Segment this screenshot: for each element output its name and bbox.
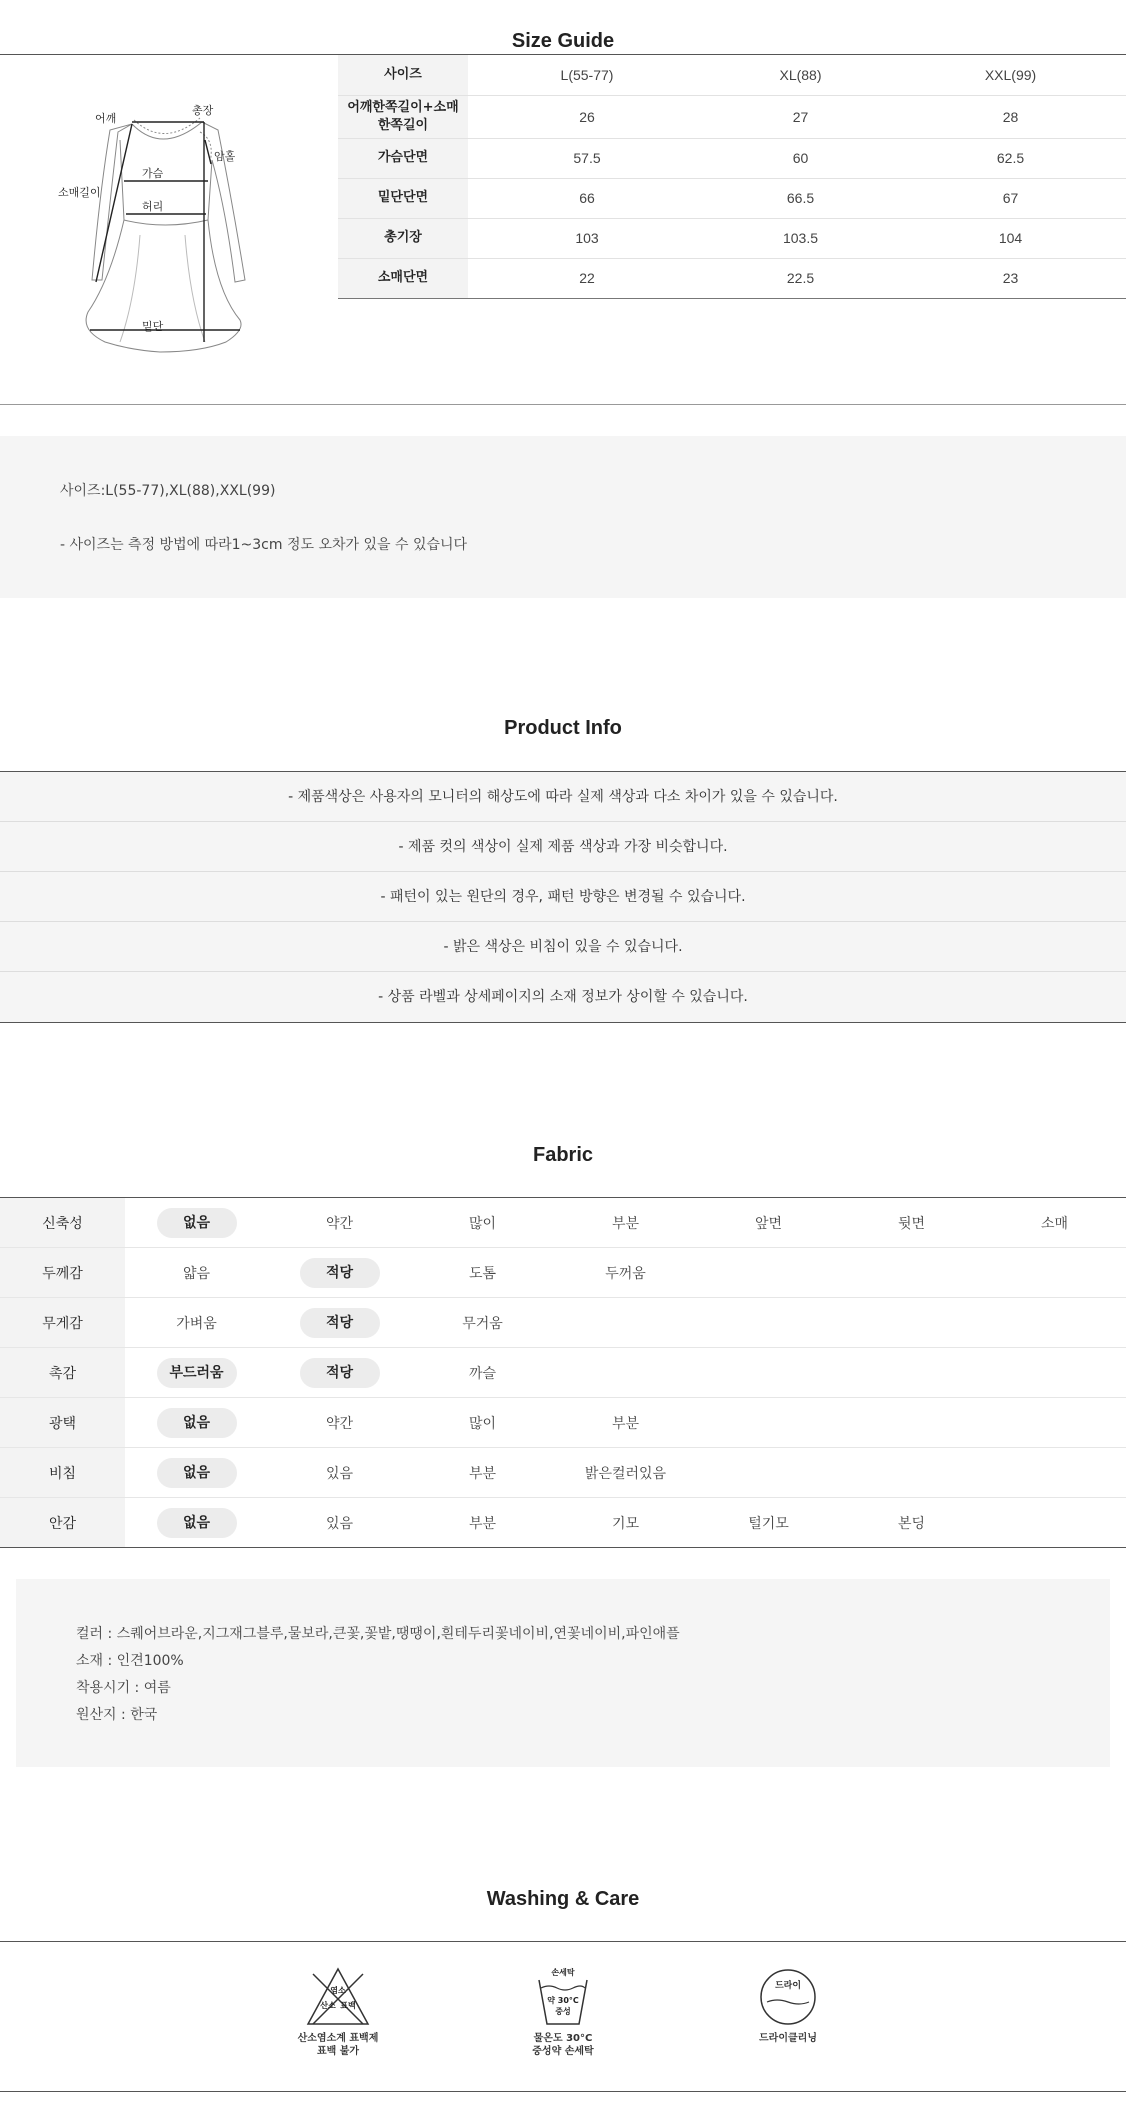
size-row: [338, 95, 1126, 138]
detail-material: 소재 : 인견100%: [76, 1653, 184, 1669]
fabric-row-label: 안감: [0, 1498, 125, 1548]
size-cell: 60: [706, 138, 895, 178]
fabric-option-cell: [983, 1398, 1126, 1448]
fabric-option: 밝은컬러있음: [584, 1465, 667, 1482]
fabric-option-cell: [554, 1198, 697, 1248]
fabric-option: 부분: [611, 1415, 640, 1432]
size-cell: 26: [468, 95, 706, 138]
fabric-option-cell: [983, 1248, 1126, 1298]
size-cell: 27: [706, 95, 895, 138]
fabric-option-cell: [125, 1448, 268, 1498]
size-col: L(55-77): [468, 55, 706, 95]
label-line: 한쪽길이: [377, 117, 429, 133]
size-row: [338, 218, 1126, 258]
fabric-row: [0, 1448, 1126, 1498]
dress-outline-icon: [40, 80, 300, 380]
fabric-option-selected: 없음: [157, 1458, 237, 1488]
size-row: [338, 138, 1126, 178]
fabric-option-cell: [840, 1398, 983, 1448]
fabric-row: [0, 1498, 1126, 1548]
fabric-option-selected: 부드러움: [157, 1358, 237, 1388]
fabric-option-cell: [125, 1398, 268, 1448]
fabric-option-cell: [697, 1448, 840, 1498]
size-header-label: 사이즈: [338, 55, 468, 95]
symbol-text: 표백: [340, 2001, 356, 2010]
label-chest: 가슴: [142, 167, 164, 180]
caption-line: 물온도 30°C: [533, 2033, 593, 2044]
size-cell: 103.5: [706, 218, 895, 258]
fabric-option-cell: [268, 1498, 411, 1548]
fabric-option: 두꺼움: [605, 1265, 646, 1282]
caption-line: 드라이클리닝: [759, 2033, 817, 2044]
fabric-option-cell: [697, 1248, 840, 1298]
label-total-length: 총장: [192, 104, 214, 117]
fabric-option: 약간: [325, 1215, 354, 1232]
fabric-option-cell: [554, 1448, 697, 1498]
size-cell: 22: [468, 258, 706, 298]
label-line: 어깨한쪽길이+소매: [347, 99, 459, 115]
fabric-option-cell: [125, 1248, 268, 1298]
fabric-row: [0, 1198, 1126, 1248]
fabric-table: [0, 1197, 1126, 1548]
fabric-title: Fabric: [532, 1144, 594, 1166]
symbol-text: 손세탁: [551, 1968, 575, 1977]
no-bleach-icon: [305, 1966, 371, 2028]
fabric-option-cell: [983, 1448, 1126, 1498]
detail-origin: 원산지 : 한국: [76, 1707, 158, 1723]
size-cell: 28: [895, 95, 1126, 138]
fabric-row-label: 비침: [0, 1448, 125, 1498]
size-cell: 62.5: [895, 138, 1126, 178]
size-row: [338, 258, 1126, 298]
fabric-option: 까슬: [468, 1365, 497, 1382]
fabric-option-cell: [125, 1198, 268, 1248]
fabric-option-cell: [554, 1348, 697, 1398]
fabric-option-cell: [840, 1348, 983, 1398]
wash-hand-wash: [503, 1966, 623, 2058]
fabric-option-cell: [554, 1248, 697, 1298]
caption-line: 중성약 손세탁: [532, 2046, 594, 2057]
label-armhole: 암홀: [214, 150, 236, 163]
size-notes-box: [0, 436, 1126, 598]
fabric-option: 부분: [611, 1215, 640, 1232]
fabric-option-cell: [554, 1498, 697, 1548]
detail-colors: 컬러 : 스퀘어브라운,지그재그블루,물보라,큰꽃,꽃밭,땡땡이,흰테두리꽃네이비,연꽃네이비,파인애플: [76, 1626, 680, 1642]
product-info-list: [0, 771, 1126, 1023]
fabric-option-cell: [697, 1198, 840, 1248]
size-note: 사이즈:L(55-77),XL(88),XXL(99): [60, 483, 276, 499]
fabric-option: 부분: [468, 1515, 497, 1532]
fabric-option-cell: [697, 1398, 840, 1448]
fabric-option-selected: 없음: [157, 1508, 237, 1538]
fabric-row-label: 광택: [0, 1398, 125, 1448]
fabric-option-cell: [125, 1498, 268, 1548]
info-line: - 제품색상은 사용자의 모니터의 해상도에 따라 실제 색상과 다소 차이가 있을 수 있습니다.: [0, 772, 1126, 822]
label-sleeve-length: 소매길이: [58, 186, 101, 199]
fabric-row: [0, 1298, 1126, 1348]
wash-no-bleach: [278, 1966, 398, 2058]
fabric-option-cell: [411, 1298, 554, 1348]
fabric-details-box: [16, 1579, 1110, 1767]
fabric-option-selected: 없음: [157, 1408, 237, 1438]
fabric-option-cell: [268, 1298, 411, 1348]
divider: [0, 1941, 1126, 1942]
size-cell: 66: [468, 178, 706, 218]
fabric-option-cell: [268, 1248, 411, 1298]
dress-measurement-diagram: [40, 80, 300, 380]
fabric-option: 있음: [325, 1515, 354, 1532]
fabric-option-cell: [697, 1348, 840, 1398]
product-info-title: Product Info: [504, 717, 622, 739]
symbol-text: 중성: [555, 2007, 571, 2016]
fabric-option: 있음: [325, 1465, 354, 1482]
fabric-option-cell: [268, 1398, 411, 1448]
fabric-option-selected: 없음: [157, 1208, 237, 1238]
fabric-option: 많이: [468, 1215, 497, 1232]
fabric-option: 도톰: [468, 1265, 497, 1282]
fabric-row-label: 두께감: [0, 1248, 125, 1298]
detail-season: 착용시기 : 여름: [76, 1680, 171, 1696]
info-line: - 밝은 색상은 비침이 있을 수 있습니다.: [0, 922, 1126, 972]
fabric-option: 소매: [1040, 1215, 1069, 1232]
fabric-option: 부분: [468, 1465, 497, 1482]
size-row-label: 총기장: [338, 218, 468, 258]
size-row-label: 밑단단면: [338, 178, 468, 218]
fabric-option-cell: [411, 1398, 554, 1448]
fabric-option-cell: [268, 1348, 411, 1398]
fabric-option-cell: [840, 1248, 983, 1298]
size-table: [338, 55, 1126, 299]
fabric-option-cell: [983, 1498, 1126, 1548]
size-cell: 57.5: [468, 138, 706, 178]
fabric-option-cell: [411, 1448, 554, 1498]
size-cell: 67: [895, 178, 1126, 218]
fabric-row: [0, 1348, 1126, 1398]
size-cell: 103: [468, 218, 706, 258]
divider: [0, 2091, 1126, 2092]
fabric-option-cell: [840, 1298, 983, 1348]
info-line: - 상품 라벨과 상세페이지의 소재 정보가 상이할 수 있습니다.: [0, 972, 1126, 1022]
fabric-option-cell: [125, 1298, 268, 1348]
fabric-option-cell: [411, 1348, 554, 1398]
fabric-option: 얇음: [182, 1265, 211, 1282]
size-cell: 104: [895, 218, 1126, 258]
fabric-option-cell: [268, 1448, 411, 1498]
fabric-option-selected: 적당: [300, 1308, 380, 1338]
fabric-option-cell: [983, 1348, 1126, 1398]
fabric-option-selected: 적당: [300, 1358, 380, 1388]
fabric-option: 뒷면: [897, 1215, 926, 1232]
fabric-option-cell: [840, 1498, 983, 1548]
fabric-option-cell: [411, 1498, 554, 1548]
fabric-option-selected: 적당: [300, 1258, 380, 1288]
wash-caption: [278, 2032, 398, 2058]
size-guide-title: Size Guide: [511, 30, 615, 52]
size-row-label: 가슴단면: [338, 138, 468, 178]
size-cell: 23: [895, 258, 1126, 298]
size-row-label: [338, 95, 468, 138]
divider: [0, 404, 1126, 405]
fabric-option-cell: [983, 1198, 1126, 1248]
info-line: - 제품 컷의 색상이 실제 제품 색상과 가장 비슷합니다.: [0, 822, 1126, 872]
fabric-option-cell: [983, 1298, 1126, 1348]
size-note: - 사이즈는 측정 방법에 따라1~3cm 정도 오차가 있을 수 있습니다: [60, 537, 468, 553]
fabric-row-label: 무게감: [0, 1298, 125, 1348]
washing-title: Washing & Care: [486, 1888, 640, 1910]
caption-line: 표백 불가: [316, 2046, 360, 2057]
size-col: XXL(99): [895, 55, 1126, 95]
fabric-option-cell: [411, 1198, 554, 1248]
fabric-row: [0, 1398, 1126, 1448]
label-waist: 허리: [142, 200, 164, 213]
fabric-option: 털기모: [748, 1515, 789, 1532]
fabric-row: [0, 1248, 1126, 1298]
wash-dry-clean: [728, 1966, 848, 2045]
label-hem: 밑단: [142, 320, 164, 333]
wash-caption: [503, 2032, 623, 2058]
fabric-option-cell: [697, 1298, 840, 1348]
fabric-option: 앞면: [754, 1215, 783, 1232]
fabric-option-cell: [268, 1198, 411, 1248]
size-header-row: [338, 55, 1126, 95]
fabric-option: 본딩: [897, 1515, 926, 1532]
symbol-text: 산소: [320, 2001, 336, 2010]
caption-line: 산소염소계 표백제: [297, 2033, 379, 2044]
size-row-label: 소매단면: [338, 258, 468, 298]
fabric-row-label: 촉감: [0, 1348, 125, 1398]
fabric-option-cell: [840, 1448, 983, 1498]
symbol-text: 염소: [330, 1986, 346, 1995]
fabric-option: 가벼움: [176, 1315, 217, 1332]
size-col: XL(88): [706, 55, 895, 95]
wash-caption: [728, 2032, 848, 2045]
size-row: [338, 178, 1126, 218]
fabric-option-cell: [554, 1398, 697, 1448]
symbol-text: 약 30°C: [547, 1996, 579, 2005]
fabric-row-label: 신축성: [0, 1198, 125, 1248]
hand-wash-icon: [535, 1966, 591, 2028]
fabric-option: 무거움: [462, 1315, 503, 1332]
symbol-text: 드라이: [774, 1981, 802, 1991]
label-shoulder: 어깨: [95, 112, 117, 125]
dry-clean-icon: [757, 1966, 819, 2028]
fabric-option: 기모: [611, 1515, 640, 1532]
fabric-option-cell: [840, 1198, 983, 1248]
fabric-option-cell: [125, 1348, 268, 1398]
info-line: - 패턴이 있는 원단의 경우, 패턴 방향은 변경될 수 있습니다.: [0, 872, 1126, 922]
fabric-option: 많이: [468, 1415, 497, 1432]
fabric-option: 약간: [325, 1415, 354, 1432]
size-cell: 66.5: [706, 178, 895, 218]
fabric-option-cell: [554, 1298, 697, 1348]
size-cell: 22.5: [706, 258, 895, 298]
fabric-option-cell: [411, 1248, 554, 1298]
fabric-option-cell: [697, 1498, 840, 1548]
